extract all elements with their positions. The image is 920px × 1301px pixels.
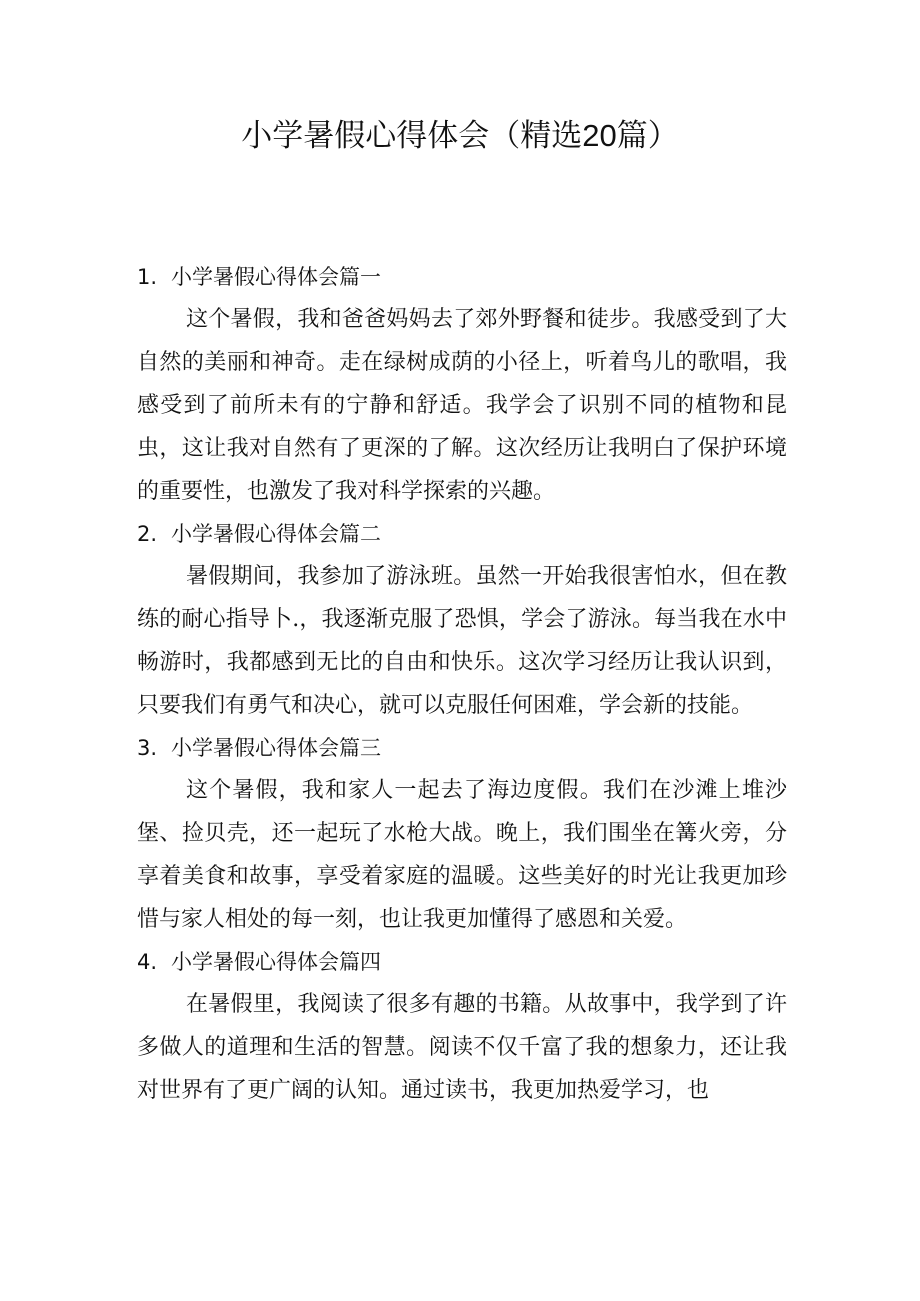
section-number: 3. — [137, 736, 158, 760]
section-paragraph: 这个暑假，我和爸爸妈妈去了郊外野餐和徒步。我感受到了大自然的美丽和神奇。走在绿树成荫的小径上，听着鸟儿的歌唱，我感受到了前所未有的宁静和舒适。我学会了识别不同的植物和昆虫，这让我对自然有了更深的了解。这次经历让我明白了保护环境的重要性，也激发了我对科学探索的兴趣。 — [137, 307, 787, 504]
section-number: 2. — [137, 522, 158, 546]
document-body — [137, 256, 787, 1112]
section-heading-text: 小学暑假心得体会篇一 — [171, 265, 381, 289]
section-paragraph: 这个暑假，我和家人一起去了海边度假。我们在沙滩上堆沙堡、捡贝壳，还一起玩了水枪大战。晚上，我们围坐在篝火旁，分享着美食和故事，享受着家庭的温暖。这些美好的时光让我更加珍惜与家人相处的每一刻，也让我更加懂得了感恩和关爱。 — [137, 778, 787, 932]
section-heading — [137, 513, 787, 555]
section-number: 4. — [137, 950, 158, 974]
section-paragraph: 暑假期间，我参加了游泳班。虽然一开始我很害怕水，但在教练的耐心指导卜.，我逐渐克服了恐惧，学会了游泳。每当我在水中畅游时，我都感到无比的自由和快乐。这次学习经历让我认识到，只要我们有勇气和决心，就可以克服任何困难，学会新的技能。 — [137, 564, 787, 718]
section-1 — [137, 256, 787, 513]
section-2 — [137, 513, 787, 727]
section-heading-text: 小学暑假心得体会篇二 — [171, 522, 381, 546]
section-paragraph: 在暑假里，我阅读了很多有趣的书籍。从故事中，我学到了许多做人的道理和生活的智慧。阅读不仅千富了我的想象力，还让我对世界有了更广阔的认知。通过读书，我更加热爱学习，也 — [137, 992, 787, 1103]
section-heading — [137, 256, 787, 298]
section-heading-text: 小学暑假心得体会篇三 — [171, 736, 381, 760]
section-heading — [137, 727, 787, 769]
section-number: 1. — [137, 265, 158, 289]
section-4 — [137, 941, 787, 1112]
section-heading — [137, 941, 787, 983]
document-title: 小学暑假心得体会（精选20篇） — [241, 118, 679, 153]
section-heading-text: 小学暑假心得体会篇四 — [171, 950, 381, 974]
section-3 — [137, 727, 787, 941]
